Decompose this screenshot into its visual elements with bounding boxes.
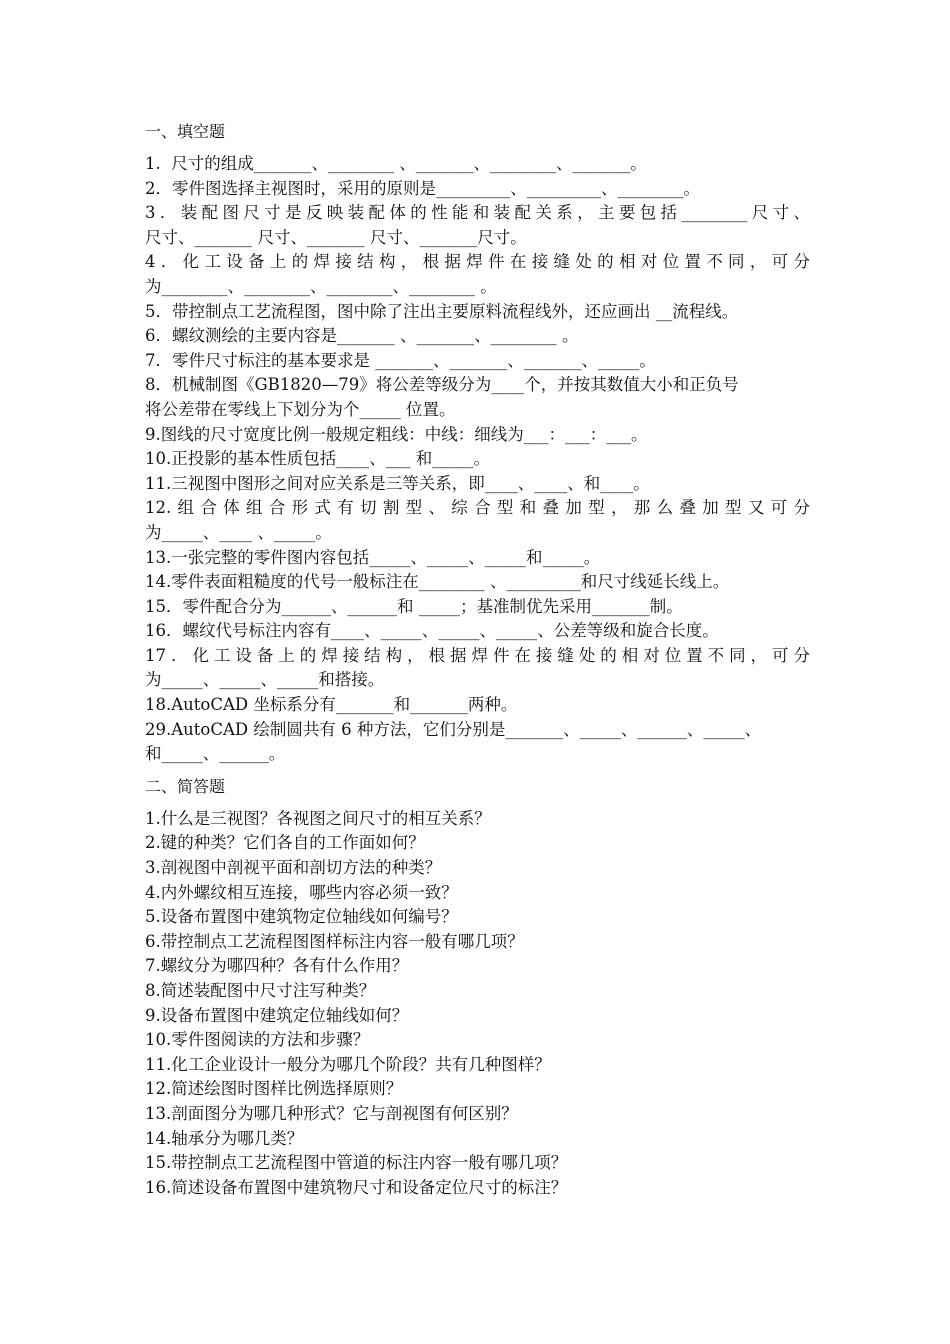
question-line: 8.简述装配图中尺寸注写种类？ [145, 981, 376, 1000]
question-line: 17．化工设备上的焊接结构，根据焊件在接缝处的相对位置不同，可分 [145, 645, 810, 665]
question-line: 7.螺纹分为哪四种？各有什么作用？ [145, 956, 409, 976]
question-line: 15．零件配合分为______、______和 _____；基准制优先采用_______制。 [145, 596, 683, 616]
question-line: 为_____、_____、_____和搭接。 [145, 670, 385, 690]
fill-in-question-list [145, 152, 810, 767]
question-line: 16.简述设备布置图中建筑物尺寸和设备定位尺寸的标注？ [145, 1177, 568, 1197]
question-line: 为_____、____ 、_____。 [145, 522, 332, 542]
question-line: 18.AutoCAD 坐标系分有_______和_______两种。 [145, 695, 518, 715]
question-line: 12.组合体组合形式有切割型、综合型和叠加型，那么叠加型又可分 [145, 498, 810, 518]
question-line: 13.一张完整的零件图内容包括_____、_____、_____和_____。 [145, 547, 601, 567]
question-line: 2．零件图选择主视图时，采用的原则是_________、_________、________。 [145, 178, 700, 198]
question-line: 29.AutoCAD 绘制圆共有 6 种方法，它们分别是_______、_____、______、_____、 [145, 719, 762, 739]
question-line: 4．化工设备上的焊接结构，根据焊件在接缝处的相对位置不同，可分 [145, 252, 810, 272]
question-line: 7．零件尺寸标注的基本要求是 _______、_______、_______、_____。 [145, 350, 656, 370]
question-line: 和_____、______。 [145, 744, 286, 764]
question-line: 16．螺纹代号标注内容有____、_____、_____、_____、公差等级和旋合长度。 [145, 621, 719, 641]
section-title-short-answer: 二、简答题 [145, 776, 226, 796]
question-line: 8．机械制图《GB1820—79》将公差等级分为____个，并按其数值大小和正负号 [145, 375, 739, 395]
question-line: 将公差带在零线上下划分为个_____ 位置。 [145, 399, 456, 419]
question-line: 1.什么是三视图？各视图之间尺寸的相互关系？ [145, 808, 491, 828]
question-line: 11.三视图中图形之间对应关系是三等关系，即____、____、和____。 [145, 473, 650, 493]
question-line: 为________、________、________、________ 。 [145, 276, 497, 296]
question-line: 6．螺纹测绘的主要内容是_______ 、_______、________ 。 [145, 326, 579, 346]
question-line: 5．带控制点工艺流程图，图中除了注出主要原料流程线外，还应画出 __流程线。 [145, 301, 739, 321]
question-line: 14.轴承分为哪几类？ [145, 1128, 304, 1148]
question-line: 15.带控制点工艺流程图中管道的标注内容一般有哪几项？ [145, 1153, 568, 1173]
question-line: 12.简述绘图时图样比例选择原则？ [145, 1079, 403, 1099]
document-content [145, 120, 810, 1200]
question-line: 13.剖面图分为哪几种形式？它与剖视图有何区别？ [145, 1103, 518, 1123]
question-line: 9.设备布置图中建筑定位轴线如何？ [145, 1005, 409, 1025]
question-line: 6.带控制点工艺流程图图样标注内容一般有哪几项？ [145, 931, 524, 951]
question-line: 9.图线的尺寸宽度比例一般规定粗线：中线：细线为___：___：___。 [145, 424, 648, 444]
question-line: 3．装配图尺寸是反映装配体的性能和装配关系，主要包括________尺寸、 [145, 203, 810, 223]
short-answer-question-list [145, 807, 810, 1201]
question-line: 1. 尺寸的组成_______、________ 、_______、________、_______。 [145, 154, 647, 173]
question-line: 14.零件表面粗糙度的代号一般标注在________ 、_________和尺寸线延长线上。 [145, 572, 730, 592]
section-title-fill-in: 一、填空题 [145, 122, 226, 141]
question-line: 3.剖视图中剖视平面和剖切方法的种类？ [145, 858, 442, 878]
question-line: 11.化工企业设计一般分为哪几个阶段？共有几种图样？ [145, 1054, 551, 1074]
question-line: 尺寸、_______ 尺寸、_______ 尺寸、_______尺寸。 [145, 227, 527, 247]
question-line: 4.内外螺纹相互连接，哪些内容必须一致？ [145, 882, 458, 902]
question-line: 10.正投影的基本性质包括____、___ 和_____。 [145, 449, 490, 469]
question-line: 2.键的种类？它们各自的工作面如何？ [145, 833, 425, 853]
question-line: 5.设备布置图中建筑物定位轴线如何编号？ [145, 907, 458, 927]
question-line: 10.零件图阅读的方法和步骤？ [145, 1030, 370, 1050]
